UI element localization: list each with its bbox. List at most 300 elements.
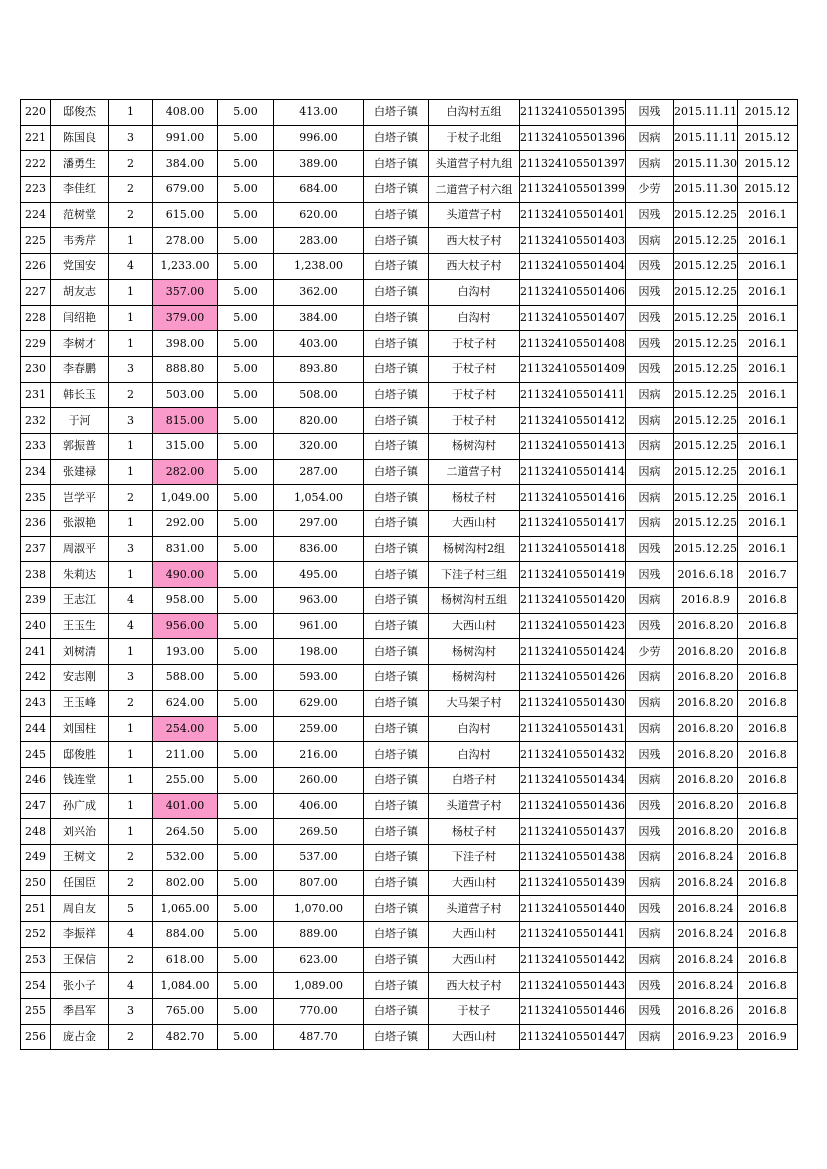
reason-cell: 因病 (626, 767, 674, 793)
end-date-cell: 2016.1 (737, 331, 797, 357)
total-cell: 198.00 (274, 639, 364, 665)
amount-cell: 379.00 (153, 305, 218, 331)
supplement-cell: 5.00 (218, 665, 274, 691)
town-cell: 白塔子镇 (364, 665, 429, 691)
supplement-cell: 5.00 (218, 305, 274, 331)
id-number-cell: 211324105501432 (520, 742, 626, 768)
row-number-cell: 238 (21, 562, 51, 588)
supplement-cell: 5.00 (218, 382, 274, 408)
name-cell: 韦秀芹 (51, 228, 109, 254)
village-cell: 杨树沟村 (429, 665, 520, 691)
row-number-cell: 231 (21, 382, 51, 408)
start-date-cell: 2016.8.24 (674, 922, 738, 948)
village-cell: 杨树沟村五组 (429, 588, 520, 614)
name-cell: 张建禄 (51, 459, 109, 485)
table-row (21, 562, 798, 588)
table-row (21, 511, 798, 537)
total-cell: 283.00 (274, 228, 364, 254)
id-number-cell: 211324105501414 (520, 459, 626, 485)
total-cell: 1,238.00 (274, 254, 364, 280)
name-cell: 于河 (51, 408, 109, 434)
table-row (21, 947, 798, 973)
household-count-cell: 3 (109, 665, 153, 691)
table-row (21, 254, 798, 280)
supplement-cell: 5.00 (218, 356, 274, 382)
name-cell: 王玉生 (51, 613, 109, 639)
village-cell: 杨杖子村 (429, 485, 520, 511)
row-number-cell: 233 (21, 433, 51, 459)
village-cell: 西大杖子村 (429, 254, 520, 280)
town-cell: 白塔子镇 (364, 819, 429, 845)
table-row (21, 870, 798, 896)
supplement-cell: 5.00 (218, 613, 274, 639)
id-number-cell: 211324105501413 (520, 433, 626, 459)
town-cell: 白塔子镇 (364, 562, 429, 588)
reason-cell: 因残 (626, 793, 674, 819)
id-number-cell: 211324105501420 (520, 588, 626, 614)
village-cell: 于杖子村 (429, 356, 520, 382)
household-count-cell: 1 (109, 433, 153, 459)
total-cell: 487.70 (274, 1024, 364, 1050)
amount-cell: 401.00 (153, 793, 218, 819)
table-row (21, 690, 798, 716)
household-count-cell: 3 (109, 999, 153, 1025)
table-row (21, 536, 798, 562)
reason-cell: 因病 (626, 459, 674, 485)
row-number-cell: 225 (21, 228, 51, 254)
reason-cell: 因病 (626, 588, 674, 614)
reason-cell: 因残 (626, 562, 674, 588)
start-date-cell: 2015.12.25 (674, 202, 738, 228)
start-date-cell: 2015.12.25 (674, 459, 738, 485)
household-count-cell: 1 (109, 305, 153, 331)
row-number-cell: 246 (21, 767, 51, 793)
village-cell: 大马架子村 (429, 690, 520, 716)
end-date-cell: 2016.1 (737, 254, 797, 280)
household-count-cell: 1 (109, 767, 153, 793)
reason-cell: 因残 (626, 202, 674, 228)
table-row (21, 433, 798, 459)
supplement-cell: 5.00 (218, 100, 274, 126)
total-cell: 836.00 (274, 536, 364, 562)
id-number-cell: 211324105501397 (520, 151, 626, 177)
supplement-cell: 5.00 (218, 279, 274, 305)
amount-cell: 254.00 (153, 716, 218, 742)
name-cell: 王保信 (51, 947, 109, 973)
town-cell: 白塔子镇 (364, 177, 429, 203)
table-row (21, 999, 798, 1025)
town-cell: 白塔子镇 (364, 588, 429, 614)
household-count-cell: 1 (109, 742, 153, 768)
end-date-cell: 2016.8 (737, 767, 797, 793)
name-cell: 闫绍艳 (51, 305, 109, 331)
reason-cell: 因病 (626, 922, 674, 948)
total-cell: 406.00 (274, 793, 364, 819)
village-cell: 大西山村 (429, 511, 520, 537)
reason-cell: 因残 (626, 536, 674, 562)
end-date-cell: 2016.1 (737, 536, 797, 562)
row-number-cell: 235 (21, 485, 51, 511)
row-number-cell: 226 (21, 254, 51, 280)
reason-cell: 少劳 (626, 177, 674, 203)
row-number-cell: 249 (21, 844, 51, 870)
end-date-cell: 2016.1 (737, 202, 797, 228)
reason-cell: 因病 (626, 947, 674, 973)
household-count-cell: 3 (109, 125, 153, 151)
town-cell: 白塔子镇 (364, 459, 429, 485)
household-count-cell: 3 (109, 536, 153, 562)
amount-cell: 958.00 (153, 588, 218, 614)
row-number-cell: 234 (21, 459, 51, 485)
end-date-cell: 2016.1 (737, 356, 797, 382)
table-row (21, 1024, 798, 1050)
row-number-cell: 223 (21, 177, 51, 203)
start-date-cell: 2015.11.11 (674, 100, 738, 126)
household-count-cell: 2 (109, 1024, 153, 1050)
end-date-cell: 2016.8 (737, 665, 797, 691)
amount-cell: 255.00 (153, 767, 218, 793)
supplement-cell: 5.00 (218, 844, 274, 870)
id-number-cell: 211324105501406 (520, 279, 626, 305)
town-cell: 白塔子镇 (364, 793, 429, 819)
id-number-cell: 211324105501430 (520, 690, 626, 716)
household-count-cell: 2 (109, 382, 153, 408)
reason-cell: 因病 (626, 870, 674, 896)
amount-cell: 679.00 (153, 177, 218, 203)
household-count-cell: 1 (109, 100, 153, 126)
row-number-cell: 232 (21, 408, 51, 434)
row-number-cell: 229 (21, 331, 51, 357)
name-cell: 邸俊胜 (51, 742, 109, 768)
village-cell: 杨树沟村 (429, 639, 520, 665)
table-row (21, 459, 798, 485)
amount-cell: 618.00 (153, 947, 218, 973)
table-row (21, 125, 798, 151)
supplement-cell: 5.00 (218, 151, 274, 177)
household-count-cell: 1 (109, 459, 153, 485)
name-cell: 周自友 (51, 896, 109, 922)
town-cell: 白塔子镇 (364, 356, 429, 382)
table-row (21, 665, 798, 691)
total-cell: 623.00 (274, 947, 364, 973)
supplement-cell: 5.00 (218, 1024, 274, 1050)
amount-cell: 615.00 (153, 202, 218, 228)
supplement-cell: 5.00 (218, 408, 274, 434)
supplement-cell: 5.00 (218, 947, 274, 973)
name-cell: 孙广成 (51, 793, 109, 819)
reason-cell: 因病 (626, 844, 674, 870)
id-number-cell: 211324105501411 (520, 382, 626, 408)
household-count-cell: 1 (109, 279, 153, 305)
amount-cell: 831.00 (153, 536, 218, 562)
row-number-cell: 250 (21, 870, 51, 896)
supplement-cell: 5.00 (218, 331, 274, 357)
end-date-cell: 2016.8 (737, 922, 797, 948)
town-cell: 白塔子镇 (364, 511, 429, 537)
reason-cell: 因残 (626, 254, 674, 280)
town-cell: 白塔子镇 (364, 767, 429, 793)
end-date-cell: 2016.8 (737, 870, 797, 896)
amount-cell: 315.00 (153, 433, 218, 459)
start-date-cell: 2015.11.11 (674, 125, 738, 151)
town-cell: 白塔子镇 (364, 742, 429, 768)
town-cell: 白塔子镇 (364, 202, 429, 228)
end-date-cell: 2016.8 (737, 947, 797, 973)
end-date-cell: 2016.8 (737, 742, 797, 768)
supplement-cell: 5.00 (218, 536, 274, 562)
household-count-cell: 2 (109, 947, 153, 973)
total-cell: 889.00 (274, 922, 364, 948)
supplement-cell: 5.00 (218, 511, 274, 537)
end-date-cell: 2016.8 (737, 588, 797, 614)
village-cell: 杨杖子村 (429, 819, 520, 845)
total-cell: 384.00 (274, 305, 364, 331)
end-date-cell: 2015.12 (737, 100, 797, 126)
start-date-cell: 2015.12.25 (674, 356, 738, 382)
supplement-cell: 5.00 (218, 485, 274, 511)
name-cell: 岂学平 (51, 485, 109, 511)
id-number-cell: 211324105501412 (520, 408, 626, 434)
row-number-cell: 230 (21, 356, 51, 382)
table-row (21, 844, 798, 870)
name-cell: 王树文 (51, 844, 109, 870)
id-number-cell: 211324105501439 (520, 870, 626, 896)
total-cell: 403.00 (274, 331, 364, 357)
reason-cell: 因残 (626, 305, 674, 331)
household-count-cell: 4 (109, 588, 153, 614)
id-number-cell: 211324105501403 (520, 228, 626, 254)
start-date-cell: 2015.12.25 (674, 305, 738, 331)
village-cell: 头道营子村 (429, 896, 520, 922)
total-cell: 770.00 (274, 999, 364, 1025)
table-row (21, 305, 798, 331)
start-date-cell: 2016.8.9 (674, 588, 738, 614)
row-number-cell: 252 (21, 922, 51, 948)
row-number-cell: 228 (21, 305, 51, 331)
records-body (21, 100, 798, 1050)
name-cell: 钱连堂 (51, 767, 109, 793)
reason-cell: 因残 (626, 613, 674, 639)
total-cell: 593.00 (274, 665, 364, 691)
id-number-cell: 211324105501441 (520, 922, 626, 948)
id-number-cell: 211324105501409 (520, 356, 626, 382)
start-date-cell: 2015.12.25 (674, 408, 738, 434)
row-number-cell: 241 (21, 639, 51, 665)
village-cell: 二道营子村六组 (429, 177, 520, 203)
end-date-cell: 2016.1 (737, 433, 797, 459)
start-date-cell: 2015.12.25 (674, 279, 738, 305)
supplement-cell: 5.00 (218, 202, 274, 228)
village-cell: 白沟村 (429, 279, 520, 305)
village-cell: 白塔子村 (429, 767, 520, 793)
amount-cell: 588.00 (153, 665, 218, 691)
total-cell: 216.00 (274, 742, 364, 768)
supplement-cell: 5.00 (218, 793, 274, 819)
end-date-cell: 2016.1 (737, 408, 797, 434)
reason-cell: 因病 (626, 485, 674, 511)
start-date-cell: 2016.8.24 (674, 844, 738, 870)
supplement-cell: 5.00 (218, 767, 274, 793)
town-cell: 白塔子镇 (364, 382, 429, 408)
start-date-cell: 2016.8.20 (674, 716, 738, 742)
town-cell: 白塔子镇 (364, 279, 429, 305)
village-cell: 于杖子村 (429, 408, 520, 434)
reason-cell: 因病 (626, 408, 674, 434)
household-count-cell: 1 (109, 793, 153, 819)
household-count-cell: 4 (109, 613, 153, 639)
table-row (21, 973, 798, 999)
start-date-cell: 2016.8.24 (674, 947, 738, 973)
name-cell: 朱莉达 (51, 562, 109, 588)
reason-cell: 因残 (626, 279, 674, 305)
household-count-cell: 2 (109, 177, 153, 203)
amount-cell: 193.00 (153, 639, 218, 665)
total-cell: 260.00 (274, 767, 364, 793)
supplement-cell: 5.00 (218, 999, 274, 1025)
town-cell: 白塔子镇 (364, 922, 429, 948)
start-date-cell: 2015.12.25 (674, 382, 738, 408)
supplement-cell: 5.00 (218, 742, 274, 768)
total-cell: 362.00 (274, 279, 364, 305)
end-date-cell: 2016.1 (737, 459, 797, 485)
reason-cell: 因残 (626, 896, 674, 922)
village-cell: 大西山村 (429, 1024, 520, 1050)
name-cell: 刘树清 (51, 639, 109, 665)
town-cell: 白塔子镇 (364, 844, 429, 870)
total-cell: 297.00 (274, 511, 364, 537)
amount-cell: 624.00 (153, 690, 218, 716)
start-date-cell: 2016.9.23 (674, 1024, 738, 1050)
reason-cell: 因病 (626, 125, 674, 151)
town-cell: 白塔子镇 (364, 433, 429, 459)
row-number-cell: 224 (21, 202, 51, 228)
id-number-cell: 211324105501446 (520, 999, 626, 1025)
town-cell: 白塔子镇 (364, 870, 429, 896)
reason-cell: 因病 (626, 433, 674, 459)
id-number-cell: 211324105501442 (520, 947, 626, 973)
table-row (21, 767, 798, 793)
town-cell: 白塔子镇 (364, 536, 429, 562)
village-cell: 下洼子村 (429, 844, 520, 870)
table-row (21, 408, 798, 434)
village-cell: 西大杖子村 (429, 973, 520, 999)
id-number-cell: 211324105501438 (520, 844, 626, 870)
start-date-cell: 2016.8.20 (674, 767, 738, 793)
table-row (21, 331, 798, 357)
table-row (21, 356, 798, 382)
total-cell: 287.00 (274, 459, 364, 485)
household-count-cell: 4 (109, 922, 153, 948)
village-cell: 下洼子村三组 (429, 562, 520, 588)
name-cell: 庞占金 (51, 1024, 109, 1050)
row-number-cell: 254 (21, 973, 51, 999)
id-number-cell: 211324105501431 (520, 716, 626, 742)
town-cell: 白塔子镇 (364, 973, 429, 999)
start-date-cell: 2016.8.20 (674, 690, 738, 716)
supplement-cell: 5.00 (218, 459, 274, 485)
end-date-cell: 2016.7 (737, 562, 797, 588)
row-number-cell: 236 (21, 511, 51, 537)
end-date-cell: 2016.8 (737, 844, 797, 870)
town-cell: 白塔子镇 (364, 228, 429, 254)
name-cell: 李佳红 (51, 177, 109, 203)
start-date-cell: 2016.8.20 (674, 793, 738, 819)
name-cell: 韩长玉 (51, 382, 109, 408)
amount-cell: 384.00 (153, 151, 218, 177)
row-number-cell: 253 (21, 947, 51, 973)
town-cell: 白塔子镇 (364, 485, 429, 511)
name-cell: 邸俊杰 (51, 100, 109, 126)
id-number-cell: 211324105501437 (520, 819, 626, 845)
id-number-cell: 211324105501436 (520, 793, 626, 819)
table-row (21, 793, 798, 819)
total-cell: 389.00 (274, 151, 364, 177)
total-cell: 413.00 (274, 100, 364, 126)
supplement-cell: 5.00 (218, 177, 274, 203)
reason-cell: 因病 (626, 382, 674, 408)
row-number-cell: 239 (21, 588, 51, 614)
records-table (20, 99, 798, 1050)
amount-cell: 1,084.00 (153, 973, 218, 999)
name-cell: 张小子 (51, 973, 109, 999)
start-date-cell: 2016.8.20 (674, 613, 738, 639)
start-date-cell: 2015.12.25 (674, 254, 738, 280)
town-cell: 白塔子镇 (364, 1024, 429, 1050)
start-date-cell: 2016.8.24 (674, 870, 738, 896)
id-number-cell: 211324105501408 (520, 331, 626, 357)
table-row (21, 279, 798, 305)
table-row (21, 588, 798, 614)
village-cell: 头道营子村 (429, 793, 520, 819)
amount-cell: 357.00 (153, 279, 218, 305)
name-cell: 胡友志 (51, 279, 109, 305)
row-number-cell: 244 (21, 716, 51, 742)
end-date-cell: 2016.8 (737, 639, 797, 665)
town-cell: 白塔子镇 (364, 408, 429, 434)
household-count-cell: 2 (109, 690, 153, 716)
supplement-cell: 5.00 (218, 870, 274, 896)
village-cell: 白沟村 (429, 742, 520, 768)
village-cell: 杨树沟村 (429, 433, 520, 459)
row-number-cell: 243 (21, 690, 51, 716)
supplement-cell: 5.00 (218, 896, 274, 922)
name-cell: 潘勇生 (51, 151, 109, 177)
name-cell: 范树堂 (51, 202, 109, 228)
amount-cell: 408.00 (153, 100, 218, 126)
supplement-cell: 5.00 (218, 819, 274, 845)
total-cell: 963.00 (274, 588, 364, 614)
start-date-cell: 2016.8.20 (674, 639, 738, 665)
amount-cell: 765.00 (153, 999, 218, 1025)
id-number-cell: 211324105501440 (520, 896, 626, 922)
household-count-cell: 1 (109, 819, 153, 845)
reason-cell: 因残 (626, 331, 674, 357)
id-number-cell: 211324105501443 (520, 973, 626, 999)
amount-cell: 1,065.00 (153, 896, 218, 922)
end-date-cell: 2016.8 (737, 793, 797, 819)
village-cell: 于杖子村 (429, 382, 520, 408)
village-cell: 大西山村 (429, 870, 520, 896)
total-cell: 820.00 (274, 408, 364, 434)
reason-cell: 因残 (626, 356, 674, 382)
start-date-cell: 2015.11.30 (674, 177, 738, 203)
start-date-cell: 2015.12.25 (674, 228, 738, 254)
reason-cell: 因病 (626, 716, 674, 742)
total-cell: 684.00 (274, 177, 364, 203)
total-cell: 620.00 (274, 202, 364, 228)
start-date-cell: 2015.12.25 (674, 331, 738, 357)
village-cell: 西大杖子村 (429, 228, 520, 254)
